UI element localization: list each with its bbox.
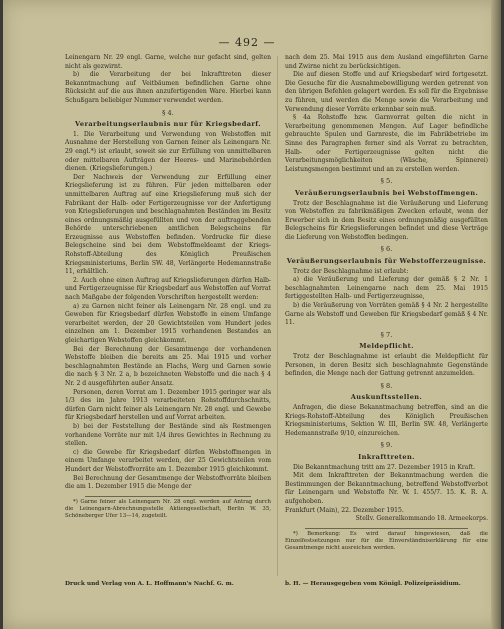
section-number: § 8. <box>380 381 393 390</box>
paragraph: c) die Gewebe für Kriegsbedarf dürfen Webstoffmengen in einem Umfange verarbeitet werden, der 25 Gewichtsteilen vom Hundert der Webstoffvorräte am 1. Dezember 1915 gleichkommt. <box>65 448 271 473</box>
publisher-imprint: b. H. — Herausgegeben vom Königl. Polizeipräsidium. <box>285 581 461 587</box>
paragraph: a) zu Garnen nicht feiner als Leinengarn Nr. 28 engl. und zu Geweben für Kriegsbedarf dürfen Webstoffe in einem Umfange verarbeitet werden, der 20 Gewichtsteilen vom Hundert jedes einzelnen am 1. Dezember 1915 vorhandenen Bestandes an gleichartigen Webstoffen gleichkommt. <box>65 302 271 344</box>
section-number: § 6. <box>380 245 393 254</box>
paragraph: Bei der Berechnung der Gesamtmenge der vorhandenen Webstoffe bleiben die bereits am 25. Mai 1915 und vorher beschlagnahmten Bestände an Flachs, Werg und Garnen sowie die nach § 3 Nr. 2 a, b bezeichneten Webstoffe und die nach § 4 Nr. 2 d ausgeführten außer Ansatz. <box>65 345 271 387</box>
section-heading: Verarbeitungserlaubnis nur für Kriegsbedarf. <box>75 120 261 129</box>
paragraph: Personen, deren Vorrat am 1. Dezember 1915 geringer war als 1/3 des im Jahre 1913 verarbeiteten Rohstoffdurchschnitts, dürfen Garn nicht feiner als Leinengarn Nr. 28 engl. und Gewebe für Kriegsbedarf herstellen und auf Vorrat arbeiten. <box>65 388 271 422</box>
section-number: § 7. <box>380 330 393 339</box>
signature: Stellv. Generalkommando 18. Armeekorps. <box>355 515 488 523</box>
page-number: — 492 — <box>218 36 276 49</box>
footnote: *) Bemerkung: Es wird darauf hingewiesen, daß die Einzelfestsetzungen nur für die Einverständniserklärung für eine Gesamtmenge nicht ausreichen werden. <box>285 530 488 552</box>
paragraph: nach dem 25. Mai 1915 aus dem Ausland eingeführten Garne und Zwirne nicht zu berücksichtigen. <box>285 54 488 70</box>
section-heading: Inkrafttreten. <box>358 452 415 461</box>
paragraph: Mit dem Inkrafttreten der Bekanntmachung werden die Bestimmungen der Bekanntmachung, betreffend Webstoffverbot für Leinengarn und Webstoffe Nr. W. I. 455/7. 15. K. R. A. aufgehoben. <box>285 472 488 505</box>
paragraph: Bei Berechnung der Gesamtmenge der Webstoffvorräte bleiben die am 1. Dezember 1915 die Menge der <box>65 474 271 491</box>
section-number: § 4. <box>162 108 174 117</box>
page <box>3 0 501 629</box>
section-heading: Veräußerungserlaubnis bei Webstoffmengen. <box>294 188 479 197</box>
paragraph: b) die Veräußerung von Vorräten gemäß § 4 Nr. 2 hergestellte Garne als Webstoff und Geweben für Kriegsbedarf gemäß § 4 Nr. 11. <box>285 302 488 327</box>
right-column <box>285 54 488 552</box>
date-line: Frankfurt (Main), 22. Dezember 1915. <box>285 506 404 514</box>
column-gutter <box>277 56 278 576</box>
footnote: *) Garne feiner als Leinengarn Nr. 28 engl. werden auf Antrag durch die Leinengarn-Abrechnungsstelle Aktiengesellschaft, Berlin W. 35, Schöneberger Ufer 13—14, zugeteilt. <box>65 498 271 520</box>
paragraph: b) bei der Feststellung der Bestände sind als Restmengen vorhandene Vorräte nur mit 1/4 ihres Gewichtes in Rechnung zu stellen. <box>65 422 271 448</box>
paragraph: Trotz der Beschlagnahme ist die Veräußerung und Lieferung von Webstoffen zu fabrikmäßigen Zwecken erlaubt, wenn der Erwerber sich in dem Besitz eines ordnungsmäßig ausgefüllten Belegscheins für Kriegslieferungen befindet und diese Verträge die Lieferung von Webstoffen bedingen. <box>285 199 488 241</box>
paragraph: Die auf diesen Stoffe und auf Kriegsbedarf wird fortgesetzt. Die Gesuche für die Ausnahmebewilligung werden getrennt von den übrigen Befehlen gelagert werden. Es soll für die Ergebnisse zu führen, und werden die Menge sowie die Verarbeitung und Verwendung dieser Vorräte erkennbar sein muß. <box>285 71 488 113</box>
footnote-rule <box>305 528 468 529</box>
section-heading: Auskunftsstellen. <box>350 393 423 402</box>
section-heading: Veräußerungserlaubnis für Webstofferzeugnisse. <box>286 257 487 266</box>
paragraph: Leinengarn Nr. 29 engl. Garne, welche nur gefacht sind, gelten nicht als gezwirnt. <box>65 54 271 70</box>
paragraph: Die Bekanntmachung tritt am 27. Dezember 1915 in Kraft. <box>293 463 476 471</box>
printer-imprint: Druck und Verlag von A. L. Hoffmann's Nachf. G. m. <box>65 581 234 587</box>
page-edge <box>491 0 501 629</box>
paragraph: Trotz der Beschlagnahme ist erlaubt die Meldepflicht für Personen, in deren Besitz sich beschlagnahmte Gegenstände befinden, die Menge nach der Gattung getrennt anzumelden. <box>285 353 488 378</box>
paragraph: Der Nachweis der Verwendung zur Erfüllung einer Kriegslieferung ist zu führen. Für jeden mittelbaren oder unmittelbaren Auftrag auf eine Kriegslieferung muß sich der Fabrikant der Halb- oder Fertigerzeugnisse vor der Anfertigung von Kriegslieferungen und beschlagnahmten Beständen im Besitz eines ordnungsmäßig ausgefüllten und von der auftraggebenden Behörde unterschriebenen amtlichen Belegscheins für Erzeugnisse aus Webstoffen befinden. Vordrucke für diese Belegscheine sind bei dem Webstoffmeldeamt der Kriegs-Rohstoff-Abteilung des Königlich Preußischen Kriegsministeriums, Berlin SW. 48, Verlängerte Hedemannstraße 11, erhältlich. <box>65 173 271 276</box>
paragraph: Anfragen, die diese Bekanntmachung betreffen, sind an die Kriegs-Rohstoff-Abteilung des Königlich Preußischen Kriegsministeriums, Sektion W. III, Berlin SW. 48, Verlängerte Hedemannstraße 9/10, einzureichen. <box>285 403 488 437</box>
left-column <box>65 54 271 520</box>
footnote-rule <box>85 496 251 497</box>
paragraph: 2. Auch ohne einen Auftrag auf Kriegslieferungen dürfen Halb- und Fertigerzeugnisse für Kriegsbedarf aus Webstoffen auf Vorrat nach Maßgabe der folgenden Vorschriften hergestellt werden: <box>65 276 271 302</box>
paragraph: 1. Die Verarbeitung und Verwendung von Webstoffen mit Ausnahme der Herstellung von Garnen feiner als Leinengarn Nr. 29 engl.*) ist erlaubt, soweit sie zur Erfüllung von unmittelbaren oder mittelbaren Aufträgen der Heeres- und Marinebehörden dienen. (Kriegslieferungen.) <box>65 130 271 173</box>
paragraph: a) die Veräußerung und Lieferung der gemäß § 2 Nr. 1 beschlagnahmten Leinengarne nach dem 25. Mai 1915 fertiggestellten Halb- und Fertigerzeugnisse, <box>285 276 488 301</box>
section-number: § 5. <box>380 177 393 186</box>
section-heading: Meldepflicht. <box>359 342 414 351</box>
paragraph: Trotz der Beschlagnahme ist erlaubt: <box>293 267 409 275</box>
paragraph: § 4a Rohstoffe bzw. Garnvorrat gelten die nicht in Verarbeitung genommenen Mengen. Auf Lager befindliche gebrauchte Spulen und Garnreste, die im Fabrikbetriebe im Sinne des Paragraphen ferner sind als Vorrat zu betrachten, Halb- oder Fertigerzeugnisse gelten nicht die Verarbeitungsmöglichkeiten (Wäsche, Spinnerei) Leistungsmengen bestimmt und an zu erstellen werden. <box>285 114 488 173</box>
section-number: § 9. <box>380 441 393 450</box>
paragraph: b) die Verarbeitung der bei Inkrafttreten dieser Bekanntmachung auf Veitbäumen befindlichen Garne ohne Rücksicht auf die aus ihnen anzufertigenden Ware. Hierbei kann Schußgarn beliebiger Nummer verwendet werden. <box>65 71 271 104</box>
